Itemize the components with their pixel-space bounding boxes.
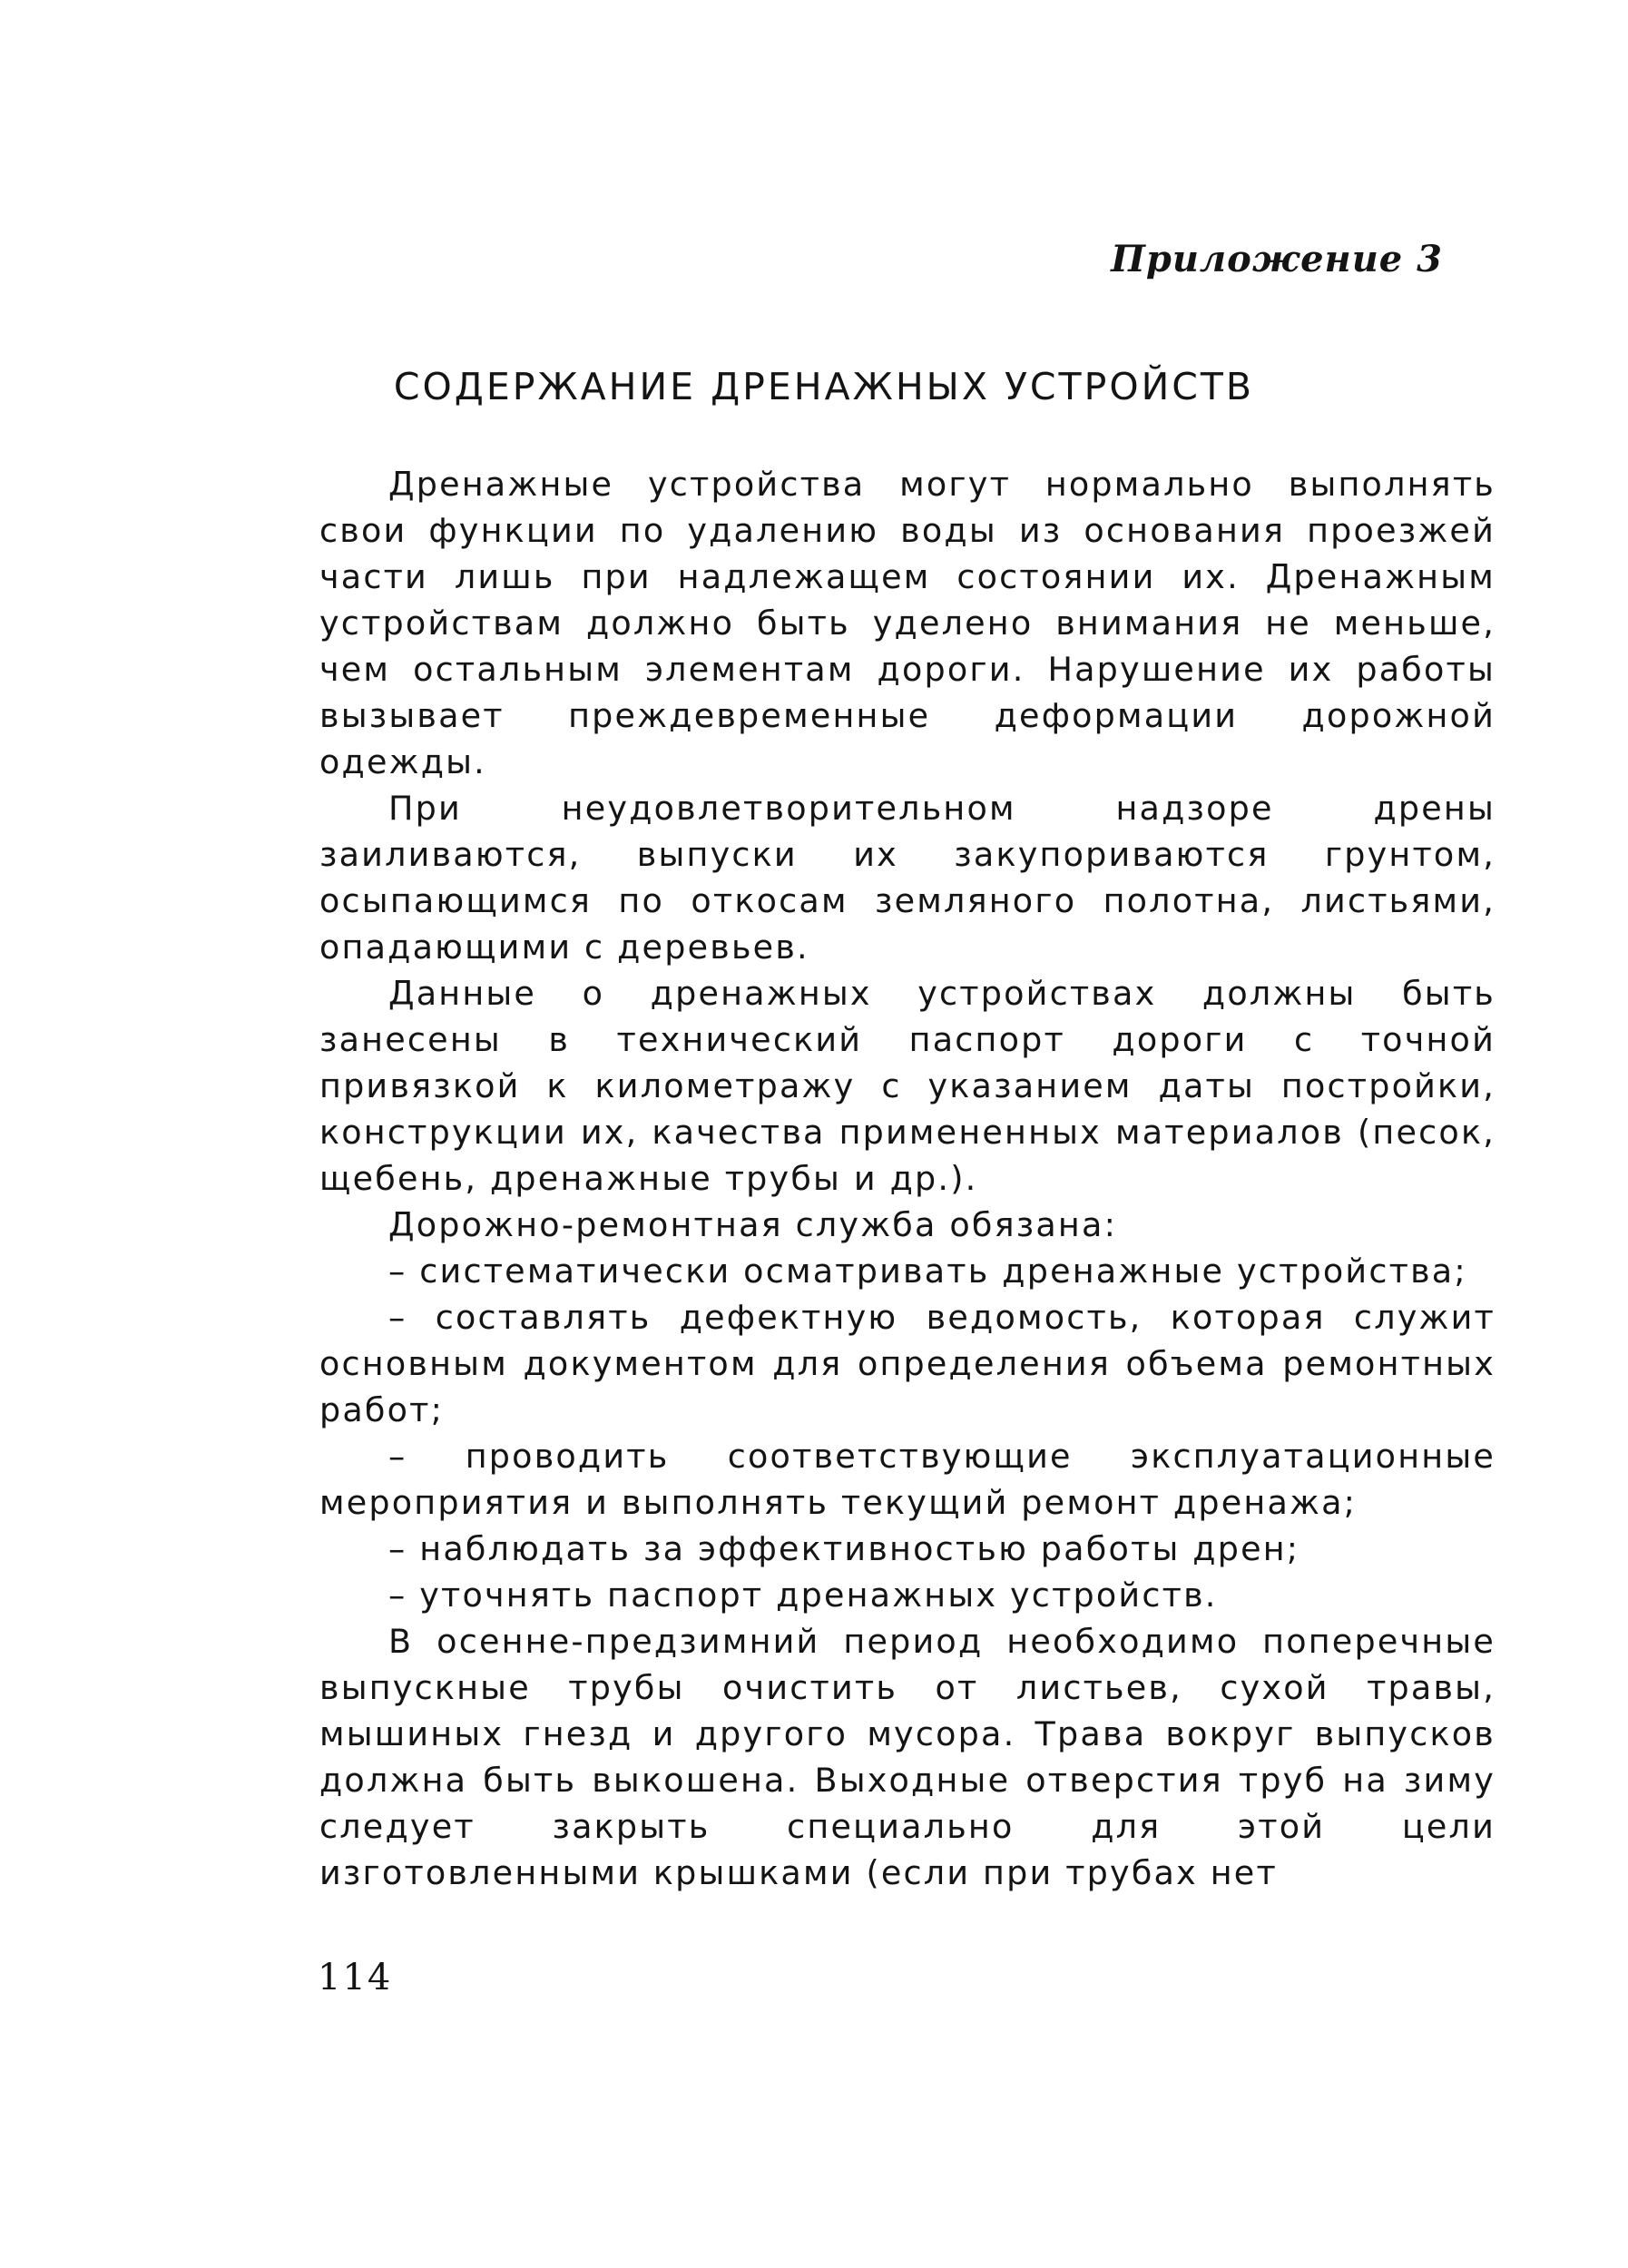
paragraph-passport-data: Данные о дренажных устройствах должны быть занесены в технический паспорт дороги с точной привязкой к километражу с указанием даты постройки, конструкции их, качества примененных материалов (песок, щебень, дренажные трубы и др.).	[319, 974, 1496, 1198]
list-item: – уточнять паспорт дренажных устройств.	[388, 1576, 1218, 1615]
body-text	[319, 461, 1496, 1896]
page-number: 114	[318, 1957, 393, 1998]
list-item: – составлять дефектную ведомость, которая служит основным документом для определения объема ремонтных работ;	[319, 1298, 1496, 1429]
list-item: – наблюдать за эффективностью работы дрен;	[388, 1529, 1300, 1568]
list-item: – проводить соответствующие эксплуатационные мероприятия и выполнять текущий ремонт дренажа;	[319, 1437, 1496, 1522]
list-item: – систематически осматривать дренажные устройства;	[388, 1252, 1467, 1291]
section-title: СОДЕРЖАНИЕ ДРЕНАЖНЫХ УСТРОЙСТВ	[393, 365, 1255, 408]
paragraph-intro: Дренажные устройства могут нормально выполнять свои функции по удалению воды из основания проезжей части лишь при надлежащем состоянии их. Дренажным устройствам должно быть уделено внимания не меньше, чем остальным элементам дороги. Нарушение их работы вызывает преждевременные деформации дорожной одежды.	[319, 465, 1496, 781]
paragraph-autumn-maintenance: В осенне-предзимний период необходимо поперечные выпускные трубы очистить от листьев, сухой травы, мышиных гнезд и другого мусора. Трава вокруг выпусков должна быть выкошена. Выходные отверстия труб на зиму следует закрыть специально для этой цели изготовленными крышками (если при трубах нет	[319, 1622, 1496, 1892]
paragraph-supervision: При неудовлетворительном надзоре дрены заиливаются, выпуски их закупориваются грунтом, осыпающимся по откосам земляного полотна, листьями, опадающими с деревьев.	[319, 789, 1496, 967]
paragraph-service-duties: Дорожно-ремонтная служба обязана:	[388, 1205, 1118, 1244]
appendix-label: Приложение 3	[1111, 238, 1443, 280]
